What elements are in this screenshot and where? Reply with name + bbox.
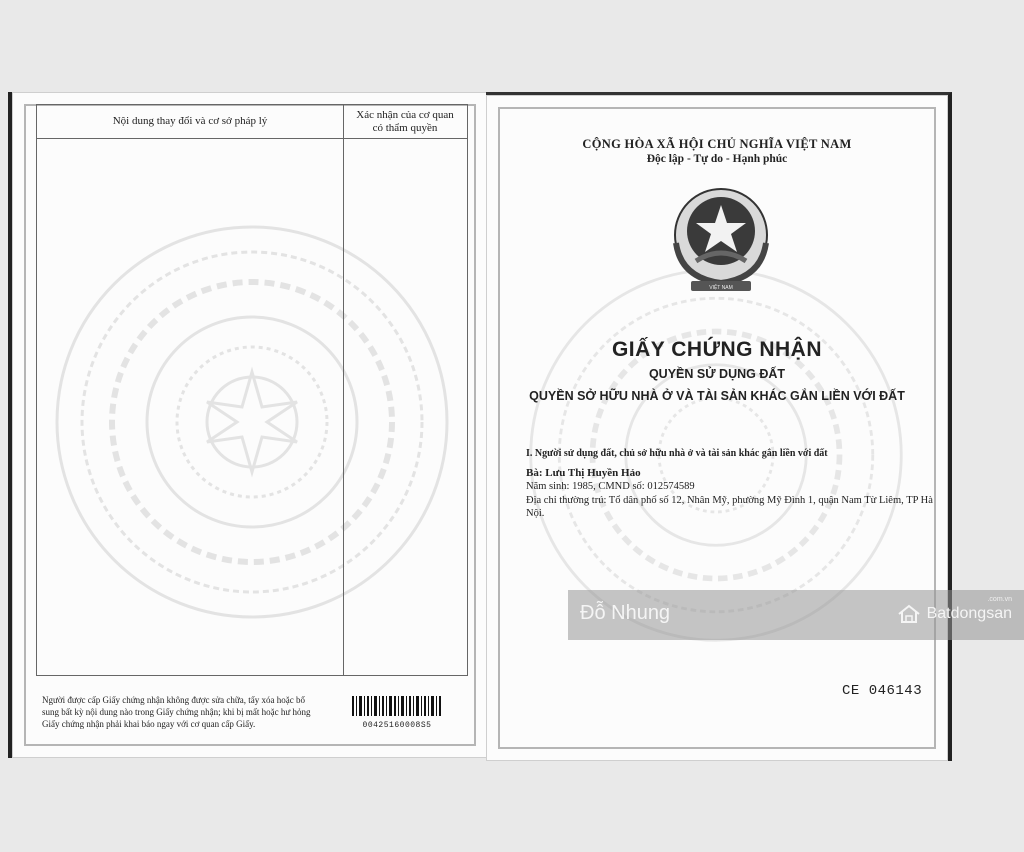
emblem-text: VIỆT NAM xyxy=(709,285,733,291)
watermark-domain: .com.vn xyxy=(987,596,1012,603)
owner-address: Địa chỉ thường trú: Tổ dân phố số 12, Nhân Mỹ, phường Mỹ Đình 1, quận Nam Từ Liêm, TP Hà Nội. xyxy=(526,494,933,519)
footer-warning-note: Người được cấp Giấy chứng nhận không được sửa chữa, tẩy xóa hoặc bổ sung bất kỳ nội dung nào trong Giấy chứng nhận; khi bị mất hoặc hư hỏng Giấy chứng nhận phải khai báo ngay với cơ quan cấp Giấy. xyxy=(42,695,311,729)
house-logo-icon xyxy=(897,604,921,624)
certificate-front-page xyxy=(486,92,952,761)
certificate-back-page xyxy=(8,92,488,758)
owner-birth-id: Năm sinh: 1985, CMND số: 012574589 xyxy=(526,481,695,492)
certificate-subtitle-land: QUYỀN SỬ DỤNG ĐẤT xyxy=(648,367,786,381)
national-emblem-icon xyxy=(656,183,786,303)
watermark-author: Đỗ Nhung xyxy=(580,602,671,624)
certificate-title: GIẤY CHỨNG NHẬN xyxy=(611,338,823,361)
barcode xyxy=(352,696,442,730)
table-header-confirm xyxy=(343,109,467,135)
serial-number: CE 046143 xyxy=(842,683,923,699)
watermark-brand-name: Batdongsan xyxy=(926,605,1012,622)
owner-info-block xyxy=(526,447,936,521)
table-header-confirm-line1: Xác nhận của cơ quan xyxy=(356,109,454,121)
watermark-brand xyxy=(897,604,1012,624)
barcode-number: 00425160008S5 xyxy=(362,721,432,730)
changes-table xyxy=(36,104,468,676)
table-header-confirm-line2: có thẩm quyền xyxy=(372,122,438,134)
certificate-subtitle-property: QUYỀN SỞ HỮU NHÀ Ở VÀ TÀI SẢN KHÁC GẮN LIỀN VỚI ĐẤT xyxy=(529,389,905,403)
owner-name: Bà: Lưu Thị Huyền Hảo xyxy=(526,466,641,479)
barcode-bars-icon xyxy=(352,696,442,716)
watermark-banner xyxy=(568,590,1024,640)
nation-title: CỘNG HÒA XÃ HỘI CHỦ NGHĨA VIỆT NAM xyxy=(582,137,852,151)
table-header-content: Nội dung thay đổi và cơ sở pháp lý xyxy=(112,115,268,127)
national-motto: Độc lập - Tự do - Hạnh phúc xyxy=(646,153,788,165)
section-title: I. Người sử dụng đất, chủ sở hữu nhà ở và tài sản khác gắn liền với đất xyxy=(526,448,828,459)
